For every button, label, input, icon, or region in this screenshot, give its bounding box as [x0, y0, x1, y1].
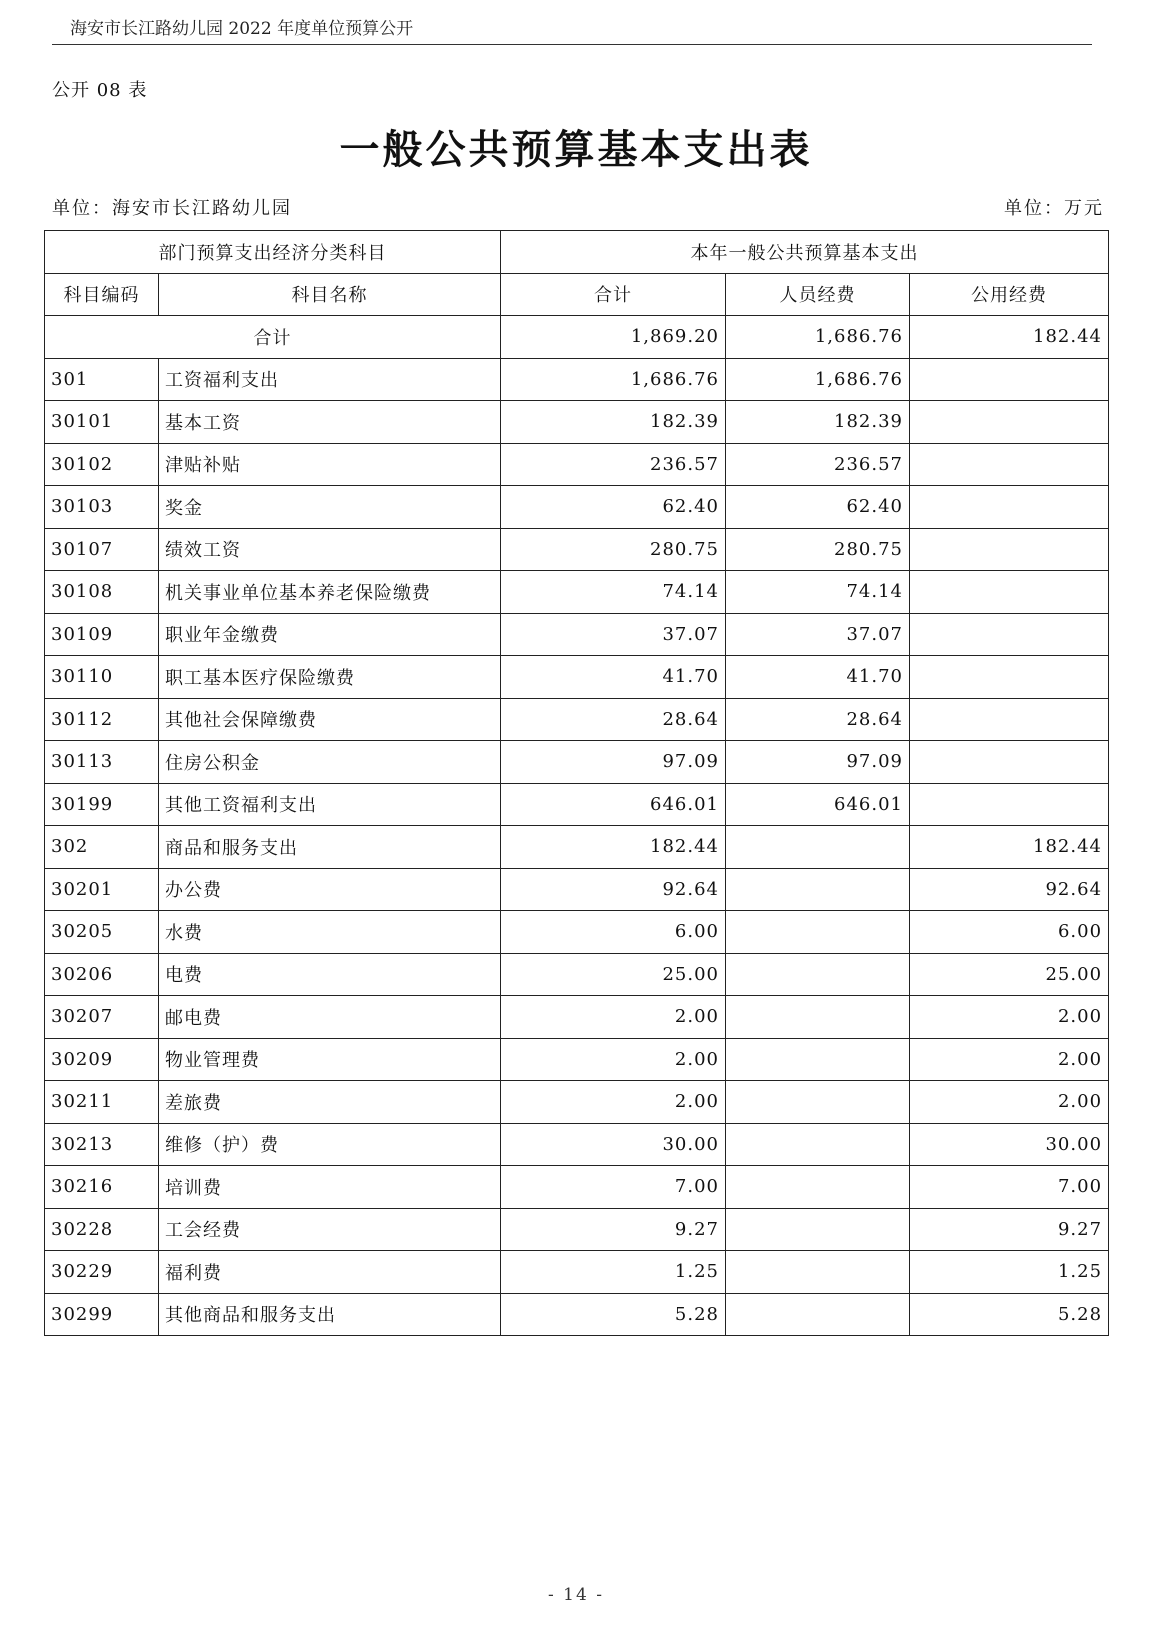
- row-name: 办公费: [159, 868, 501, 911]
- row-name: 邮电费: [159, 996, 501, 1039]
- row-personnel: [726, 953, 910, 996]
- column-header-row: [45, 273, 1109, 316]
- row-total: 182.39: [501, 401, 726, 444]
- row-personnel: [726, 1123, 910, 1166]
- row-total: 6.00: [501, 911, 726, 954]
- row-total: 280.75: [501, 528, 726, 571]
- row-code: 30101: [45, 401, 159, 444]
- row-code: 30109: [45, 613, 159, 656]
- table-row: [45, 656, 1109, 699]
- row-personnel: [726, 868, 910, 911]
- row-name: 机关事业单位基本养老保险缴费: [159, 571, 501, 614]
- row-code: 30199: [45, 783, 159, 826]
- total-row: [45, 316, 1109, 359]
- row-total: 2.00: [501, 996, 726, 1039]
- row-public: [910, 358, 1109, 401]
- table-row: [45, 698, 1109, 741]
- column-header-personnel: 人员经费: [726, 273, 910, 316]
- total-sum: 1,869.20: [501, 316, 726, 359]
- row-code: 30209: [45, 1038, 159, 1081]
- table-row: [45, 358, 1109, 401]
- table-row: [45, 443, 1109, 486]
- column-header-public: 公用经费: [910, 273, 1109, 316]
- row-personnel: [726, 1166, 910, 1209]
- table-row: [45, 1208, 1109, 1251]
- table-row: [45, 868, 1109, 911]
- row-public: 1.25: [910, 1251, 1109, 1294]
- row-code: 30201: [45, 868, 159, 911]
- row-personnel: [726, 911, 910, 954]
- row-code: 301: [45, 358, 159, 401]
- row-public: 2.00: [910, 996, 1109, 1039]
- row-personnel: [726, 1208, 910, 1251]
- row-public: 9.27: [910, 1208, 1109, 1251]
- table-row: [45, 741, 1109, 784]
- row-name: 维修（护）费: [159, 1123, 501, 1166]
- table-id: 公开 08 表: [52, 80, 148, 101]
- row-personnel: 74.14: [726, 571, 910, 614]
- table-row: [45, 1123, 1109, 1166]
- row-personnel: 280.75: [726, 528, 910, 571]
- row-total: 74.14: [501, 571, 726, 614]
- row-total: 2.00: [501, 1038, 726, 1081]
- row-public: 6.00: [910, 911, 1109, 954]
- row-total: 30.00: [501, 1123, 726, 1166]
- row-personnel: [726, 1293, 910, 1336]
- row-total: 236.57: [501, 443, 726, 486]
- table-row: [45, 1081, 1109, 1124]
- row-public: [910, 783, 1109, 826]
- row-public: [910, 401, 1109, 444]
- group-header-row: [45, 231, 1109, 274]
- row-code: 30107: [45, 528, 159, 571]
- total-public: 182.44: [910, 316, 1109, 359]
- row-personnel: 182.39: [726, 401, 910, 444]
- row-code: 30108: [45, 571, 159, 614]
- row-total: 646.01: [501, 783, 726, 826]
- table-row: [45, 996, 1109, 1039]
- budget-table-body: [45, 231, 1109, 1336]
- row-public: 30.00: [910, 1123, 1109, 1166]
- row-name: 奖金: [159, 486, 501, 529]
- column-header-code: 科目编码: [45, 273, 159, 316]
- row-total: 62.40: [501, 486, 726, 529]
- table-row: [45, 1251, 1109, 1294]
- row-public: [910, 486, 1109, 529]
- row-personnel: [726, 1251, 910, 1294]
- row-code: 30213: [45, 1123, 159, 1166]
- table-row: [45, 613, 1109, 656]
- row-code: 30299: [45, 1293, 159, 1336]
- row-name: 住房公积金: [159, 741, 501, 784]
- row-total: 41.70: [501, 656, 726, 699]
- row-personnel: 62.40: [726, 486, 910, 529]
- row-name: 电费: [159, 953, 501, 996]
- row-personnel: [726, 826, 910, 869]
- row-personnel: [726, 996, 910, 1039]
- row-name: 基本工资: [159, 401, 501, 444]
- row-total: 9.27: [501, 1208, 726, 1251]
- budget-table: [44, 230, 1109, 1336]
- row-public: [910, 443, 1109, 486]
- table-row: [45, 401, 1109, 444]
- row-total: 2.00: [501, 1081, 726, 1124]
- row-name: 工会经费: [159, 1208, 501, 1251]
- row-personnel: 646.01: [726, 783, 910, 826]
- row-code: 30103: [45, 486, 159, 529]
- running-header: 海安市长江路幼儿园 2022 年度单位预算公开: [70, 19, 414, 39]
- row-code: 30112: [45, 698, 159, 741]
- row-code: 30102: [45, 443, 159, 486]
- row-public: 92.64: [910, 868, 1109, 911]
- row-total: 5.28: [501, 1293, 726, 1336]
- row-public: 25.00: [910, 953, 1109, 996]
- row-personnel: 97.09: [726, 741, 910, 784]
- table-row: [45, 1293, 1109, 1336]
- row-public: [910, 613, 1109, 656]
- row-code: 30228: [45, 1208, 159, 1251]
- row-name: 工资福利支出: [159, 358, 501, 401]
- row-public: 2.00: [910, 1038, 1109, 1081]
- group-header-expenditure: 本年一般公共预算基本支出: [501, 231, 1109, 274]
- row-total: 37.07: [501, 613, 726, 656]
- table-row: [45, 783, 1109, 826]
- row-public: [910, 656, 1109, 699]
- row-name: 培训费: [159, 1166, 501, 1209]
- row-name: 福利费: [159, 1251, 501, 1294]
- row-public: [910, 698, 1109, 741]
- row-name: 津贴补贴: [159, 443, 501, 486]
- row-name: 职工基本医疗保险缴费: [159, 656, 501, 699]
- row-name: 水费: [159, 911, 501, 954]
- total-label: 合计: [45, 316, 501, 359]
- table-row: [45, 953, 1109, 996]
- row-name: 商品和服务支出: [159, 826, 501, 869]
- row-public: 2.00: [910, 1081, 1109, 1124]
- row-name: 职业年金缴费: [159, 613, 501, 656]
- unit-currency: 单位：万元: [1004, 198, 1104, 219]
- row-total: 1.25: [501, 1251, 726, 1294]
- total-personnel: 1,686.76: [726, 316, 910, 359]
- row-total: 28.64: [501, 698, 726, 741]
- row-personnel: 41.70: [726, 656, 910, 699]
- table-row: [45, 911, 1109, 954]
- unit-organization: 单位：海安市长江路幼儿园: [52, 198, 292, 219]
- row-total: 25.00: [501, 953, 726, 996]
- row-public: 182.44: [910, 826, 1109, 869]
- column-header-name: 科目名称: [159, 273, 501, 316]
- row-total: 97.09: [501, 741, 726, 784]
- row-name: 物业管理费: [159, 1038, 501, 1081]
- page-number: - 14 -: [548, 1585, 604, 1605]
- row-code: 30113: [45, 741, 159, 784]
- row-name: 其他社会保障缴费: [159, 698, 501, 741]
- row-code: 30206: [45, 953, 159, 996]
- row-total: 92.64: [501, 868, 726, 911]
- row-personnel: 1,686.76: [726, 358, 910, 401]
- row-code: 30207: [45, 996, 159, 1039]
- row-code: 30205: [45, 911, 159, 954]
- table-row: [45, 528, 1109, 571]
- row-code: 30229: [45, 1251, 159, 1294]
- row-code: 30216: [45, 1166, 159, 1209]
- row-public: [910, 571, 1109, 614]
- row-public: 7.00: [910, 1166, 1109, 1209]
- table-row: [45, 571, 1109, 614]
- row-total: 7.00: [501, 1166, 726, 1209]
- row-name: 其他工资福利支出: [159, 783, 501, 826]
- row-total: 182.44: [501, 826, 726, 869]
- row-name: 绩效工资: [159, 528, 501, 571]
- table-row: [45, 486, 1109, 529]
- row-public: [910, 741, 1109, 784]
- row-personnel: [726, 1038, 910, 1081]
- table-row: [45, 1038, 1109, 1081]
- page-title: 一般公共预算基本支出表: [339, 126, 813, 173]
- row-personnel: 28.64: [726, 698, 910, 741]
- column-header-total: 合计: [501, 273, 726, 316]
- row-public: [910, 528, 1109, 571]
- table-row: [45, 826, 1109, 869]
- row-personnel: 236.57: [726, 443, 910, 486]
- row-personnel: 37.07: [726, 613, 910, 656]
- table-row: [45, 1166, 1109, 1209]
- header-rule: [52, 44, 1092, 45]
- row-code: 302: [45, 826, 159, 869]
- row-name: 差旅费: [159, 1081, 501, 1124]
- row-total: 1,686.76: [501, 358, 726, 401]
- row-public: 5.28: [910, 1293, 1109, 1336]
- row-code: 30110: [45, 656, 159, 699]
- row-personnel: [726, 1081, 910, 1124]
- row-code: 30211: [45, 1081, 159, 1124]
- row-name: 其他商品和服务支出: [159, 1293, 501, 1336]
- group-header-classification: 部门预算支出经济分类科目: [45, 231, 501, 274]
